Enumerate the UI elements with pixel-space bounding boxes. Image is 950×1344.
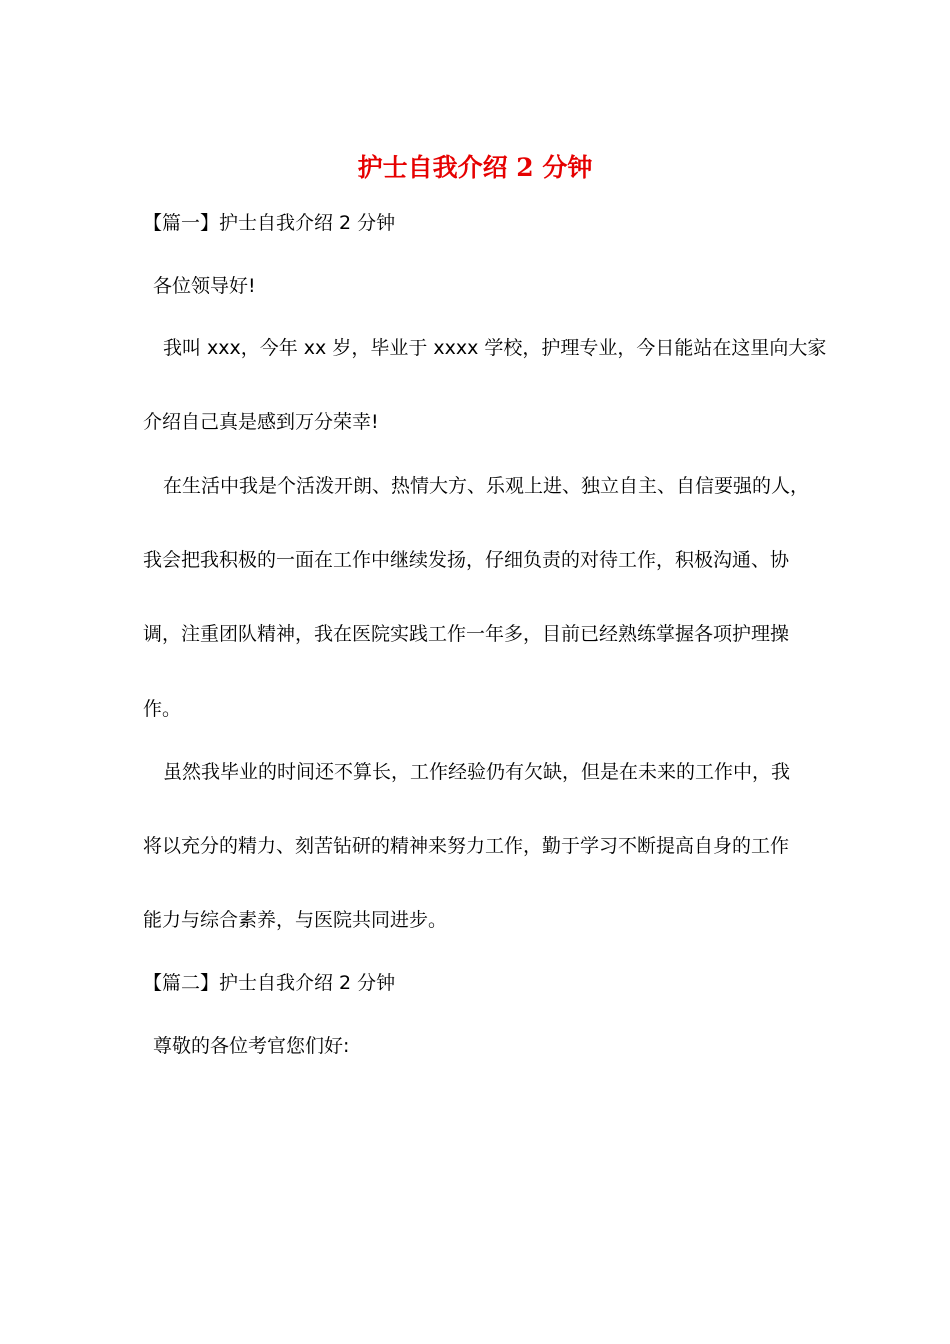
paragraph-line: 作。 — [143, 698, 182, 720]
section-heading-2: 【篇二】护士自我介绍 2 分钟 — [143, 972, 396, 994]
greeting-1: 各位领导好! — [153, 275, 256, 297]
paragraph-line: 将以充分的精力、刻苦钻研的精神来努力工作，勤于学习不断提高自身的工作 — [143, 835, 790, 857]
greeting-2: 尊敬的各位考官您们好: — [153, 1035, 350, 1057]
paragraph-line: 虽然我毕业的时间还不算长，工作经验仍有欠缺，但是在未来的工作中，我 — [163, 761, 791, 783]
section-heading-1: 【篇一】护士自我介绍 2 分钟 — [143, 212, 396, 234]
paragraph-line: 调，注重团队精神，我在医院实践工作一年多，目前已经熟练掌握各项护理操 — [143, 623, 790, 645]
paragraph-line: 我叫 xxx，今年 xx 岁，毕业于 xxxx 学校，护理专业，今日能站在这里向大家 — [163, 337, 827, 359]
paragraph-line: 能力与综合素养，与医院共同进步。 — [143, 909, 448, 931]
document-title: 护士自我介绍 2 分钟 — [357, 153, 593, 182]
paragraph-line: 在生活中我是个活泼开朗、热情大方、乐观上进、独立自主、自信要强的人， — [163, 475, 810, 497]
paragraph-line: 我会把我积极的一面在工作中继续发扬，仔细负责的对待工作，积极沟通、协 — [143, 549, 790, 571]
paragraph-line: 介绍自己真是感到万分荣幸! — [143, 411, 379, 433]
